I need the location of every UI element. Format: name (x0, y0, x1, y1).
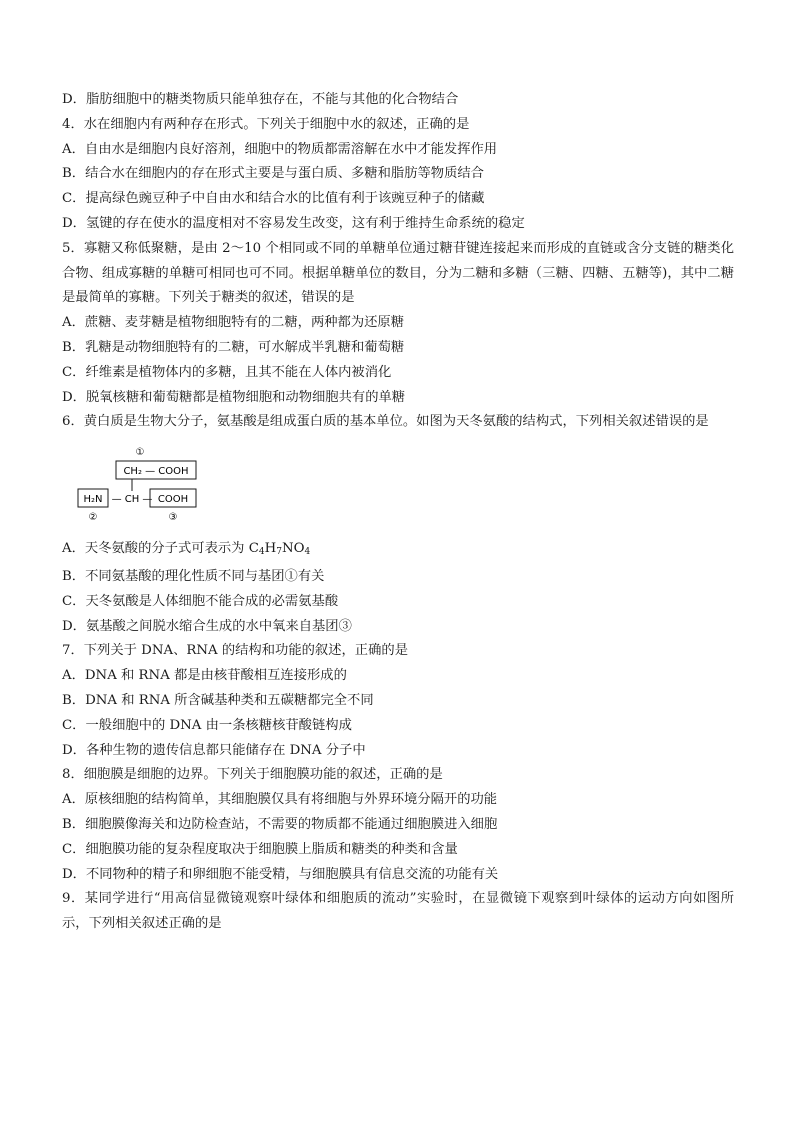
q5-option-b: B．乳糖是动物细胞特有的二糖，可水解成半乳糖和葡萄糖 (62, 339, 405, 355)
q7-option-a: A．DNA 和 RNA 都是由核苷酸相互连接形成的 (62, 668, 347, 684)
q7-option-b: B．DNA 和 RNA 所含碱基种类和五碳糖都完全不同 (62, 692, 374, 708)
q6-stem: 6．黄白质是生物大分子，氨基酸是组成蛋白质的基本单位。如图为天冬氨酸的结构式，下列相关叙述错误的是 (62, 414, 709, 430)
q7-stem: 7．下列关于 DNA、RNA 的结构和功能的叙述，正确的是 (62, 643, 408, 659)
q8-option-a: A．原核细胞的结构简单，其细胞膜仅具有将细胞与外界环境分隔开的功能 (62, 792, 498, 808)
q4-option-c: C．提高绿色豌豆种子中自由水和结合水的比值有利于该豌豆种子的储藏 (62, 191, 485, 207)
formula-subscript-o: 4 (304, 547, 311, 558)
q5-option-c: C．纤维素是植物体内的多糖，且其不能在人体内被消化 (62, 364, 392, 380)
label-group-3: ③ (168, 512, 178, 524)
q4-stem: 4．水在细胞内有两种存在形式。下列关于细胞中水的叙述，正确的是 (62, 116, 470, 132)
label-group-1: ① (135, 447, 145, 459)
q6-option-d: D．氨基酸之间脱水缩合生成的水中氧来自基团③ (62, 618, 352, 634)
formula-h: H (264, 541, 277, 557)
q6-option-c: C．天冬氨酸是人体细胞不能合成的必需氨基酸 (62, 593, 339, 609)
q8-option-c: C．细胞膜功能的复杂程度取决于细胞膜上脂质和糖类的种类和含量 (62, 841, 458, 857)
q4-option-b: B．结合水在细胞内的存在形式主要是与蛋白质、多糖和脂肪等物质结合 (62, 166, 484, 182)
q7-option-d: D．各种生物的遗传信息都只能储存在 DNA 分子中 (62, 742, 366, 758)
amino-group-formula: H₂N (83, 494, 103, 506)
q6-option-a-text: A．天冬氨酸的分子式可表示为 C (62, 541, 259, 557)
q8-option-d: D．不同物种的精子和卵细胞不能受精，与细胞膜具有信息交流的功能有关 (62, 866, 499, 882)
q9-stem: 9．某同学进行“用高信显微镜观察叶绿体和细胞质的流动”实验时，在显微镜下观察到叶绿体的运动方向如图所示，下列相关叙述正确的是 (62, 891, 734, 932)
q4-option-a: A．自由水是细胞内良好溶剂，细胞中的物质都需溶解在水中才能发挥作用 (62, 141, 498, 157)
q8-option-b: B．细胞膜像海关和边防检查站，不需要的物质都不能通过细胞膜进入细胞 (62, 816, 498, 832)
q5-option-d: D．脱氧核糖和葡萄糖都是植物细胞和动物细胞共有的单糖 (62, 389, 406, 405)
q3-option-d: D．脂肪细胞中的糖类物质只能单独存在，不能与其他的化合物结合 (62, 92, 459, 107)
q6-option-a (62, 537, 734, 565)
aspartic-acid-structure-figure (62, 443, 734, 529)
structure-diagram (74, 443, 214, 529)
formula-subscript-h: 7 (276, 547, 282, 558)
q5-option-a: A．蔗糖、麦芽糖是植物细胞特有的二糖，两种都为还原糖 (62, 315, 405, 331)
q7-option-c: C．一般细胞中的 DNA 由一条核糖核苷酸链构成 (62, 717, 352, 733)
q6-option-b: B．不同氨基酸的理化性质不同与基团①有关 (62, 568, 325, 584)
label-group-2: ② (88, 512, 98, 524)
r-group-formula: CH₂ — COOH (123, 466, 189, 478)
carboxyl-group-formula: COOH (157, 494, 189, 506)
formula-subscript-c: 4 (258, 547, 265, 558)
q8-stem: 8．细胞膜是细胞的边界。下列关于细胞膜功能的叙述，正确的是 (62, 767, 443, 783)
q5-stem: 5．寡糖又称低聚糖，是由 2～10 个相同或不同的单糖单位通过糖苷键连接起来而形成的直链或含分支链的糖类化合物、组成寡糖的单糖可相同也可不同。根据单糖单位的数目，分为二糖和多糖（三糖、四糖、五糖等)，其中二糖是最简单的寡糖。下列关于糖类的叙述，错误的是 (62, 240, 734, 306)
alpha-carbon: — CH — (111, 494, 153, 506)
formula-no: NO (281, 541, 305, 557)
question-list (62, 88, 734, 937)
q4-option-d: D．氢键的存在使水的温度相对不容易发生改变，这有利于维持生命系统的稳定 (62, 215, 525, 231)
